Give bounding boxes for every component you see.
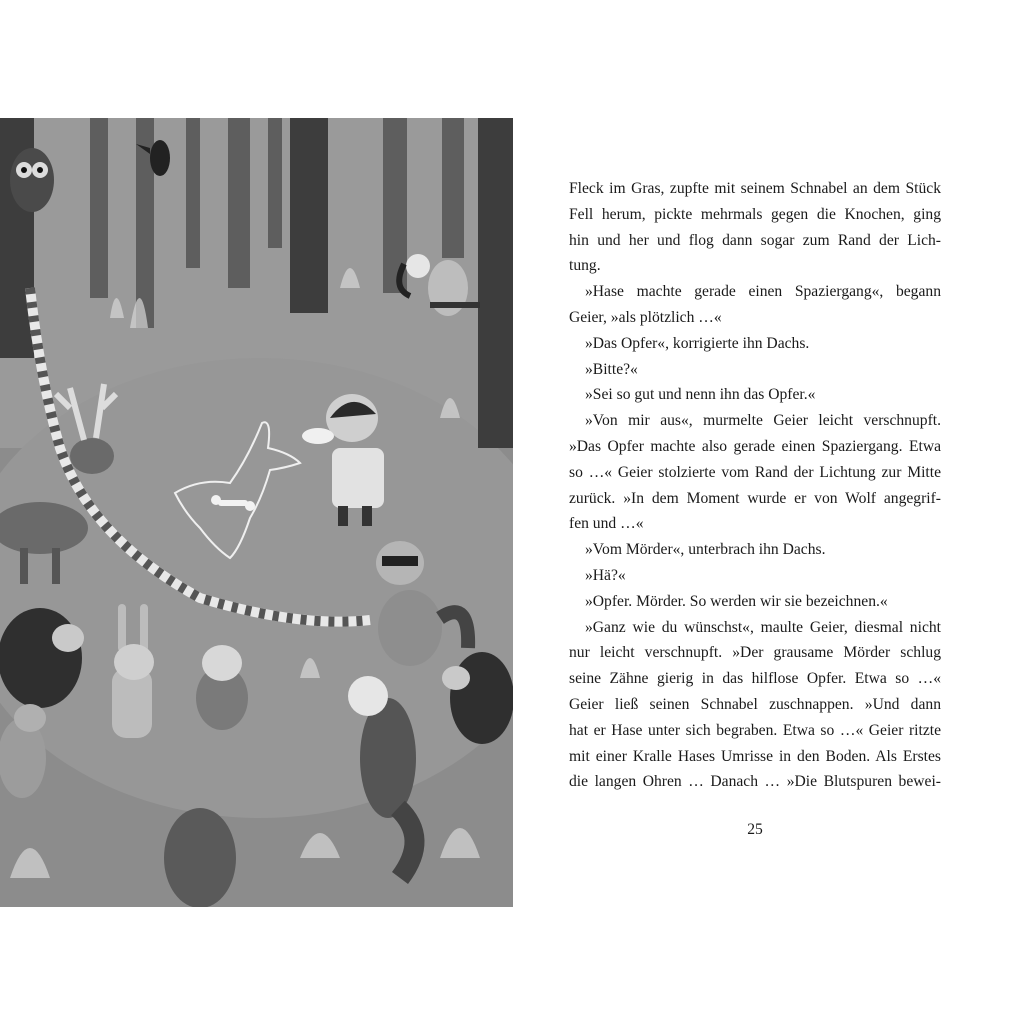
text-line: hat er Hase unter sich begraben. Etwa so …« Geier ritzte: [569, 721, 941, 739]
text-line: seine Zähne gierig in das hilflose Opfer. Etwa so …«: [569, 670, 941, 688]
text-line: mit einer Kralle Hases Umrisse in den Boden. Als Erstes: [569, 747, 941, 765]
text-line: fen und …«: [569, 515, 644, 533]
animal-from-behind: [164, 808, 236, 907]
forest-scene-image: [0, 118, 513, 907]
text-line: »Das Opfer machte also gerade einen Spaziergang. Etwa: [569, 437, 941, 455]
text-line: nur leicht verschnupft. »Der grausame Mörder schlug: [569, 644, 941, 662]
text-line: die langen Ohren … Danach … »Die Blutspuren bewei-: [569, 773, 941, 791]
text-line: Fell herum, pickte mehrmals gegen die Knochen, ging: [569, 205, 941, 223]
text-line: »Vom Mörder«, unterbrach ihn Dachs.: [585, 541, 826, 559]
text-line: »Bitte?«: [585, 360, 638, 378]
owl: [10, 148, 54, 212]
text-line: »Das Opfer«, korrigierte ihn Dachs.: [585, 334, 810, 352]
text-line: »Hase machte gerade einen Spaziergang«, begann: [585, 283, 941, 301]
text-line: »Opfer. Mörder. So werden wir sie bezeichnen.«: [585, 592, 888, 610]
text-line: Fleck im Gras, zupfte mit seinem Schnabel an dem Stück: [569, 180, 941, 197]
text-line: Geier ließ seinen Schnabel zuschnappen. »Und dann: [569, 695, 941, 713]
text-line: »Hä?«: [585, 566, 626, 584]
raccoon-cub: [196, 645, 248, 730]
text-line: »Von mir aus«, murmelte Geier leicht verschnupft.: [585, 412, 941, 430]
text-line: zurück. »In dem Moment wurde er von Wolf angegrif-: [569, 489, 941, 507]
body-text: [569, 176, 941, 795]
text-line: Geier, »als plötzlich …«: [569, 308, 722, 326]
text-line: tung.: [569, 257, 601, 275]
forest-illustration: [0, 118, 513, 907]
page-number: 25: [747, 821, 763, 838]
text-line: hin und her und flog dann sogar zum Rand der Lich-: [569, 231, 941, 249]
text-line: »Ganz wie du wünschst«, maulte Geier, diesmal nicht: [585, 618, 941, 636]
text-line: »Sei so gut und nenn ihn das Opfer.«: [585, 386, 816, 404]
text-line: so …« Geier stolzierte vom Rand der Lichtung zur Mitte: [569, 463, 941, 481]
